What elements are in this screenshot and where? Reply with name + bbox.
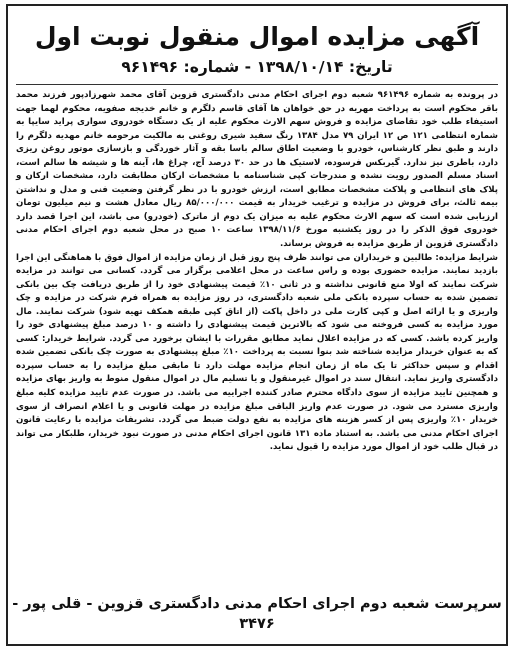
auction-notice	[6, 4, 508, 646]
divider	[16, 84, 498, 85]
notice-body	[16, 89, 498, 455]
notice-title: آگهی مزایده اموال منقول نوبت اول	[34, 22, 480, 51]
notice-date-number: تاریخ: ۱۳۹۸/۱۰/۱۴ - شماره: ۹۶۱۴۹۶	[121, 58, 393, 76]
case-description-paragraph: در پرونده به شماره ۹۶۱۴۹۶ شعبه دوم اجرای احکام مدنی دادگستری قزوین آقای محمد شهرزادپور فرزند محمد باقر محکوم است به پرداخت مهریه در حق خواهان ها آقای قاسم دلگرم و خانم خدیجه صفویه، محکوم لهما جهت استیفاء طلب خود تقاضای مزایده و فروش سهم الارث محکوم علیه از یک دستگاه خودروی سواری پراید سایپا به شماره انتظامی ۱۲۱ ص ۱۲ ایران ۷۹ مدل ۱۳۸۴ رنگ سفید شیری روغنی به مالکیت مرحومه خانم مهدیه دلگرم را دارند و طبق نظر کارشناس، خودرو با وضعیت اطاق سالم باسا بقه و آثار خوردگی و بازسازی موتور روغن ریزی دارد، باطری نیز ندارد. گیربکس فرسوده، لاستیک ها در حد ۳۰ درصد آج، چراغ ها، آینه ها و شیشه ها سالم است، اسناد مسلم الصدور رویت نشده و مندرجات کپی شناسنامه با مشخصات ارکان مطابقت دارد، مشخصات ارکان و پلاک های انتظامی و پلاکت مشخصات مطابق است، ارزش خودرو با در نظر گرفتن وضعیت فنی و مدل و نداشتن بیمه ثالث، برای فروش در مزایده و ترغیب خریدار به قیمت ۸۵/۰۰۰/۰۰۰ ریال معادل هشت و نیم میلیون تومان ارزیابی شده است که سهم الارث محکوم علیه به میزان یک دوم از ماترک (خودرو) می باشد، این اجرا قصد دارد خودروی فوق الذکر را در روز یکشنبه مورخ ۱۳۹۸/۱۱/۶ ساعت ۱۰ صبح در محل شعبه دوم اجرای احکام مدنی دادگستری قزوین از طریق مزایده به فروش برساند.	[16, 90, 499, 250]
auction-conditions-paragraph: شرایط مزایده: طالبین و خریداران می توانند ظرف پنج روز قبل از زمان مزایده از اموال فوق با هماهنگی این اجرا بازدید نمایند. مزایده حضوری بوده و راس ساعت در محل اعلامی برگزار می گردد. کسانی می توانند در مزایده شرکت نمایند که اولا منع قانونی نداشته و در ثانی ۱۰٪ قیمت پیشنهادی خود را از طریق دریافت چک بین بانکی تضمین شده به حساب سپرده بانکی ملی شعبه دادگستری، در روز مزایده به همراه فرم شرکت در مزایده و چک واریزی و یا ارائه اصل و کپی کارت ملی در داخل پاکت (از اتاق کپی طبقه همکف تهیه شود) شرکت نمایند. مال مورد مزایده به کسی فروخته می شود که بالاترین قیمت پیشنهادی را داشته و ۱۰ درصد مبلغ پیشنهادی خود را واریز کرده باشد. کسی که در مزایده اعلال نماید مطابق مقررات با ایشان برخورد می گردد. شرایط خریدار: کسی که به عنوان خریدار مزایده شناخته شد بنوا نسبت به پرداخت ۱۰٪ مبلغ پیشنهادی به صورت چک بانکی تضمین شده اقدام و سپس حداکثر تا یک ماه از زمان انجام مزایده مهلت دارد تا مابقی مبلغ مزایده را به حساب سپرده دادگستری واریز نماید. انتقال سند در اموال غیرمنقول و یا تسلیم مال در اموال منقول منوط به واریز بهای مزایده و همچنین تایید مزایده از سوی دادگاه محترم صادر کننده اجراییه می باشد. در صورت عدم تایید مزایده کلیه مبلغ واریزی مسترد می شود. در صورت عدم واریز الباقی مبلغ مزایده در مهلت قانونی و یا اعلام انصراف از سوی خریدار ۱۰٪ واریزی پس از کسر هزینه های مزایده به نفع دولت ضبط می گردد. تشریفات مزایده با رعایت قانون اجرای احکام مدنی می باشد. به استناد ماده ۱۳۱ قانون اجرای احکام مدنی در صورت نبود خریدار، طلبکار می تواند در قبال طلب خود از اموال مورد مزایده را قبول نماید.	[16, 252, 499, 453]
notice-signature: سرپرست شعبه دوم اجرای احکام مدنی دادگستری قزوین - قلی پور - ۳۴۷۶	[12, 596, 502, 632]
